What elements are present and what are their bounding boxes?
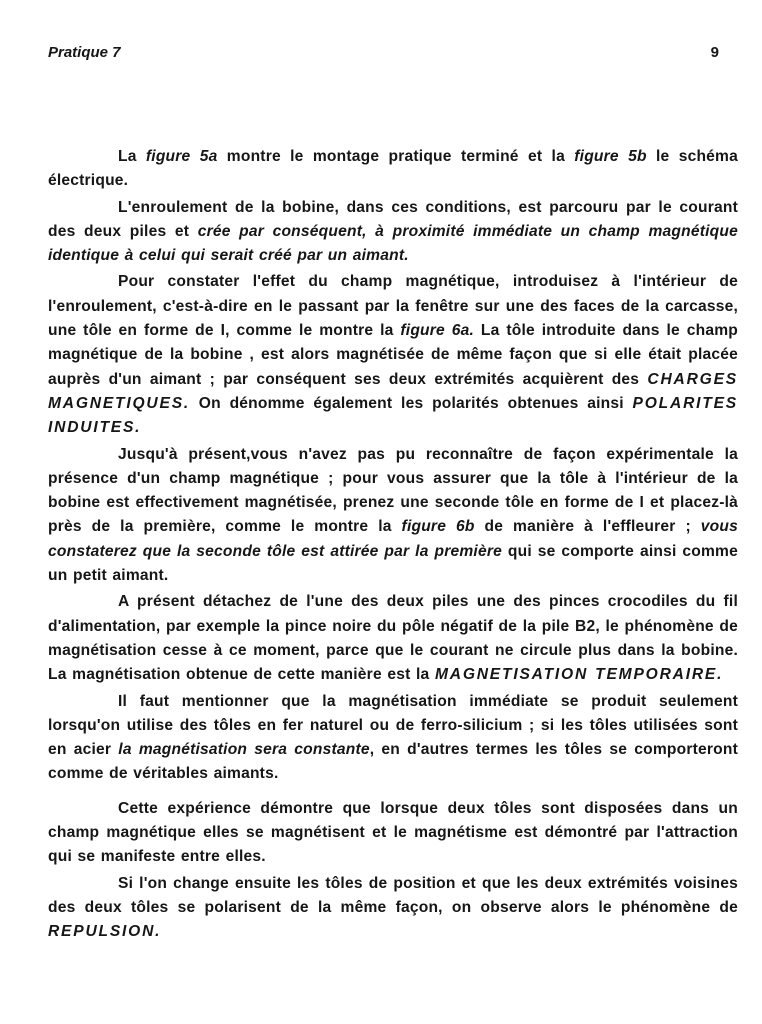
body-text xyxy=(48,145,738,945)
emphasis-italic: figure 6b xyxy=(401,518,475,536)
emphasis-italic: la magnétisation sera constante xyxy=(118,741,370,759)
emphasis-italic: figure 5a xyxy=(145,148,218,165)
emphasis-italic: vous constaterez que la seconde tôle est attirée par la première xyxy=(48,518,738,560)
text-run: Jusqu'à présent,vous n'avez pas pu reconnaître de façon expérimentale la présence d'un champ magnétique ; pour vous assurer que la tôle à l'intérieur de la bobine est effectivement magnétisée, prenez une seconde tôle en forme de I et placez-là près de la première, comme le montre la xyxy=(48,445,738,536)
text-run: montre le montage pratique terminé et la xyxy=(217,148,575,165)
paragraph xyxy=(48,443,738,589)
page-number: 9 xyxy=(710,44,719,61)
text-run: le schéma électrique. xyxy=(48,148,738,190)
emphasis-caps: POLARITES INDUITES. xyxy=(48,394,738,437)
emphasis-italic: crée par conséquent, à proximité immédiate un champ magnétique identique à celui qui serait créé par un aimant. xyxy=(48,222,738,265)
text-run: L'enroulement de la bobine, dans ces conditions, est parcouru par le courant des deux piles et xyxy=(48,198,738,240)
text-run: Cette expérience démontre que lorsque deux tôles sont disposées dans un champ magnétique elles se magnétisent et le magnétisme est démontré par l'attraction qui se manifeste entre elles. xyxy=(48,799,738,866)
paragraph xyxy=(48,590,738,687)
text-run: La tôle introduite dans le champ magnétique de la bobine , est alors magnétisée de même façon que si elle était placée auprès d'un aimant ; par conséquent ses deux extrémités acquièrent des xyxy=(48,322,739,388)
text-run: On dénomme également les polarités obtenues ainsi xyxy=(190,394,633,412)
text-run: Pour constater l'effet du champ magnétique, introduisez à l'intérieur de l'enroulement, c'est-à-dire en le passant par la fenêtre sur une des faces de la carcasse, une tôle en forme de I, comme le montre la xyxy=(48,273,738,340)
paragraph xyxy=(48,690,738,787)
text-run: A présent détachez de l'une des deux piles une des pinces crocodiles du fil d'alimentation, par exemple la pince noire du pôle négatif de la pile B2, le phénomène de magnétisation cesse à ce moment, parce que le courant ne circule plus dans la bobine. La magnétisation obtenue de cette manière est la xyxy=(48,593,738,684)
emphasis-caps: REPULSION. xyxy=(48,923,162,941)
running-header: Pratique 7 xyxy=(48,44,121,61)
paragraph xyxy=(48,196,738,269)
text-run: Si l'on change ensuite les tôles de position et que les deux extrémités voisines des deux tôles se polarisent de la même façon, on observe alors le phénomène de xyxy=(48,874,738,916)
text-run: Il faut mentionner que la magnétisation immédiate se produit seulement lorsqu'on utilise des tôles en fer naturel ou de ferro-silicium ; si les tôles utilisées sont en acier xyxy=(48,692,738,759)
emphasis-italic: figure 6a. xyxy=(400,322,475,340)
text-run: de manière à l'effleurer ; xyxy=(474,518,701,536)
emphasis-caps: CHARGES MAGNETIQUES. xyxy=(48,370,738,412)
paragraph xyxy=(48,797,738,870)
text-run: , en d'autres termes les tôles se comporteront comme de véritables aimants. xyxy=(48,741,738,783)
text-run: La xyxy=(118,148,146,165)
emphasis-caps: MAGNETISATION TEMPORAIRE. xyxy=(434,666,724,684)
emphasis-italic: figure 5b xyxy=(574,148,647,165)
text-run: qui se comporte ainsi comme un petit aimant. xyxy=(48,542,738,585)
paragraph xyxy=(48,270,738,440)
paragraph xyxy=(48,872,738,945)
paragraph xyxy=(48,145,738,194)
